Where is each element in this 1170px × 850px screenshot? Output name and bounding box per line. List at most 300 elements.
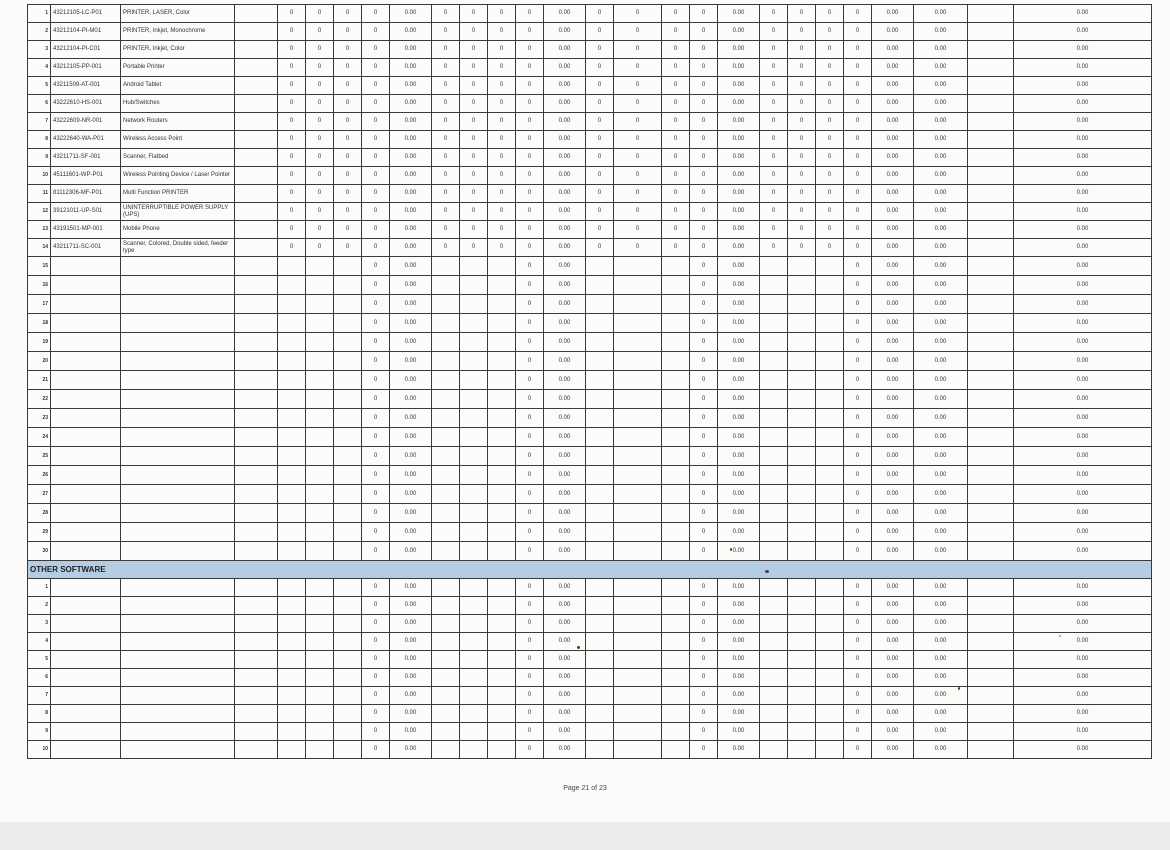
value-cell (586, 651, 614, 669)
value-cell: 0.00 (914, 314, 968, 333)
blank-cell (235, 185, 278, 203)
value-cell: 0 (586, 77, 614, 95)
value-cell (662, 687, 690, 705)
value-cell: 0.00 (390, 185, 432, 203)
row-number-cell: 4 (28, 59, 51, 77)
value-cell: 0 (460, 77, 488, 95)
value-cell (334, 314, 362, 333)
value-cell (235, 371, 278, 390)
value-cell (788, 485, 816, 504)
value-cell (306, 428, 334, 447)
value-cell: 0 (432, 131, 460, 149)
value-cell (968, 95, 1014, 113)
value-cell (614, 295, 662, 314)
value-cell: 0 (844, 23, 872, 41)
value-cell: 0 (844, 167, 872, 185)
value-cell: 0 (516, 352, 544, 371)
section-row (28, 561, 1152, 579)
value-cell: 0.00 (544, 352, 586, 371)
value-cell: 0.00 (390, 485, 432, 504)
value-cell: 0.00 (872, 633, 914, 651)
item-code-cell: 43191501-MP-001 (51, 221, 121, 239)
value-cell (968, 59, 1014, 77)
value-cell (968, 409, 1014, 428)
value-cell: 0.00 (544, 5, 586, 23)
value-cell: 0.00 (1014, 95, 1152, 113)
table-row (28, 314, 1152, 333)
value-cell: 0.00 (390, 5, 432, 23)
value-cell: 0.00 (390, 276, 432, 295)
value-cell: 0 (362, 221, 390, 239)
value-cell (306, 705, 334, 723)
blank-cell (235, 131, 278, 149)
value-cell: 0 (816, 59, 844, 77)
value-cell (586, 314, 614, 333)
value-cell (334, 669, 362, 687)
value-cell: 0 (690, 485, 718, 504)
value-cell (235, 633, 278, 651)
value-cell (306, 447, 334, 466)
value-cell: 0.00 (1014, 705, 1152, 723)
value-cell (488, 428, 516, 447)
item-description-cell: Multi Function PRINTER (121, 185, 235, 203)
value-cell: 0.00 (718, 333, 760, 352)
value-cell: 0 (460, 239, 488, 257)
scan-margin (0, 822, 1170, 850)
value-cell: 0.00 (914, 23, 968, 41)
value-cell: 0.00 (872, 352, 914, 371)
value-cell: 0.00 (718, 167, 760, 185)
value-cell (968, 167, 1014, 185)
value-cell: 0.00 (1014, 466, 1152, 485)
value-cell: 0.00 (1014, 41, 1152, 59)
value-cell: 0 (488, 131, 516, 149)
value-cell: 0.00 (1014, 447, 1152, 466)
value-cell (488, 466, 516, 485)
value-cell (816, 579, 844, 597)
value-cell: 0.00 (390, 390, 432, 409)
value-cell: 0 (362, 466, 390, 485)
value-cell (460, 333, 488, 352)
value-cell: 0 (432, 113, 460, 131)
value-cell (816, 276, 844, 295)
value-cell: 0.00 (718, 185, 760, 203)
value-cell: 0.00 (544, 447, 586, 466)
value-cell (760, 705, 788, 723)
value-cell: 0 (334, 203, 362, 221)
value-cell: 0 (278, 185, 306, 203)
value-cell (586, 615, 614, 633)
value-cell: 0 (690, 633, 718, 651)
value-cell: 0 (760, 95, 788, 113)
value-cell (816, 687, 844, 705)
value-cell (432, 523, 460, 542)
value-cell (614, 485, 662, 504)
item-description-cell (121, 705, 235, 723)
value-cell: 0.00 (544, 705, 586, 723)
value-cell (460, 669, 488, 687)
value-cell (968, 314, 1014, 333)
value-cell: 0.00 (872, 167, 914, 185)
value-cell: 0 (844, 447, 872, 466)
value-cell: 0 (816, 221, 844, 239)
value-cell: 0 (516, 409, 544, 428)
value-cell: 0.00 (390, 314, 432, 333)
value-cell (278, 352, 306, 371)
value-cell: 0.00 (1014, 669, 1152, 687)
value-cell (334, 579, 362, 597)
value-cell: 0 (586, 221, 614, 239)
value-cell: 0.00 (718, 352, 760, 371)
value-cell: 0 (362, 485, 390, 504)
value-cell: 0 (614, 149, 662, 167)
value-cell: 0 (690, 221, 718, 239)
value-cell: 0 (306, 95, 334, 113)
row-number-cell: 19 (28, 333, 51, 352)
value-cell (968, 41, 1014, 59)
value-cell: 0 (460, 185, 488, 203)
value-cell: 0.00 (718, 95, 760, 113)
value-cell (662, 428, 690, 447)
value-cell: 0.00 (390, 371, 432, 390)
item-code-cell (51, 466, 121, 485)
row-number-cell: 9 (28, 723, 51, 741)
value-cell (460, 615, 488, 633)
value-cell: 0.00 (872, 705, 914, 723)
value-cell (334, 352, 362, 371)
value-cell (586, 257, 614, 276)
value-cell: 0 (306, 23, 334, 41)
value-cell: 0 (516, 95, 544, 113)
value-cell: 0 (662, 95, 690, 113)
item-code-cell (51, 371, 121, 390)
table-row (28, 579, 1152, 597)
blank-cell (235, 221, 278, 239)
item-description-cell: PRINTER, Inkjet, Color (121, 41, 235, 59)
value-cell: 0.00 (1014, 428, 1152, 447)
value-cell: 0.00 (914, 149, 968, 167)
value-cell: 0 (516, 723, 544, 741)
table-row (28, 741, 1152, 759)
value-cell (460, 371, 488, 390)
value-cell: 0 (516, 167, 544, 185)
table-row (28, 41, 1152, 59)
value-cell (278, 633, 306, 651)
value-cell: 0.00 (718, 723, 760, 741)
value-cell: 0.00 (1014, 723, 1152, 741)
value-cell (788, 409, 816, 428)
value-cell (968, 185, 1014, 203)
value-cell: 0.00 (390, 295, 432, 314)
value-cell (278, 314, 306, 333)
item-code-cell (51, 597, 121, 615)
value-cell: 0.00 (1014, 542, 1152, 561)
value-cell: 0 (760, 203, 788, 221)
value-cell: 0.00 (718, 149, 760, 167)
row-number-cell: 6 (28, 669, 51, 687)
value-cell: 0 (362, 131, 390, 149)
value-cell (816, 485, 844, 504)
value-cell (968, 390, 1014, 409)
value-cell (788, 579, 816, 597)
value-cell (306, 295, 334, 314)
value-cell (614, 579, 662, 597)
value-cell (306, 409, 334, 428)
value-cell (968, 23, 1014, 41)
value-cell: 0 (278, 239, 306, 257)
value-cell: 0 (690, 314, 718, 333)
item-code-cell: 39121011-UP-S01 (51, 203, 121, 221)
value-cell (968, 669, 1014, 687)
value-cell (235, 504, 278, 523)
value-cell: 0 (844, 633, 872, 651)
value-cell (586, 633, 614, 651)
value-cell (306, 723, 334, 741)
table-body (28, 5, 1152, 759)
value-cell: 0 (488, 221, 516, 239)
value-cell (306, 615, 334, 633)
value-cell: 0.00 (390, 633, 432, 651)
value-cell: 0.00 (544, 41, 586, 59)
value-cell: 0 (432, 95, 460, 113)
value-cell: 0 (516, 579, 544, 597)
value-cell: 0 (844, 77, 872, 95)
value-cell: 0 (844, 59, 872, 77)
value-cell (788, 615, 816, 633)
value-cell (968, 131, 1014, 149)
value-cell: 0.00 (1014, 651, 1152, 669)
value-cell (460, 597, 488, 615)
value-cell (586, 352, 614, 371)
value-cell: 0.00 (914, 371, 968, 390)
value-cell: 0 (488, 23, 516, 41)
value-cell (235, 579, 278, 597)
value-cell (334, 723, 362, 741)
value-cell (614, 371, 662, 390)
value-cell: 0.00 (390, 504, 432, 523)
item-description-cell (121, 504, 235, 523)
value-cell: 0 (690, 131, 718, 149)
value-cell: 0.00 (544, 95, 586, 113)
value-cell: 0 (516, 59, 544, 77)
value-cell: 0.00 (544, 523, 586, 542)
item-code-cell (51, 333, 121, 352)
value-cell: 0 (844, 504, 872, 523)
row-number-cell: 9 (28, 149, 51, 167)
value-cell (968, 615, 1014, 633)
value-cell: 0 (816, 95, 844, 113)
row-number-cell: 24 (28, 428, 51, 447)
value-cell: 0 (690, 409, 718, 428)
value-cell (968, 333, 1014, 352)
item-code-cell: 43212104-PI-C01 (51, 41, 121, 59)
value-cell: 0.00 (914, 185, 968, 203)
value-cell: 0.00 (914, 466, 968, 485)
item-description-cell: Hub/Switches (121, 95, 235, 113)
value-cell: 0.00 (1014, 167, 1152, 185)
value-cell: 0 (516, 239, 544, 257)
value-cell (488, 523, 516, 542)
item-description-cell (121, 723, 235, 741)
value-cell: 0.00 (544, 741, 586, 759)
value-cell: 0 (306, 239, 334, 257)
value-cell: 0 (432, 59, 460, 77)
value-cell: 0.00 (872, 723, 914, 741)
value-cell: 0.00 (914, 239, 968, 257)
value-cell: 0.00 (914, 5, 968, 23)
item-description-cell (121, 333, 235, 352)
value-cell: 0 (760, 185, 788, 203)
value-cell: 0.00 (914, 390, 968, 409)
value-cell (235, 390, 278, 409)
value-cell (278, 447, 306, 466)
value-cell (334, 390, 362, 409)
item-code-cell: 43212105-LC-P01 (51, 5, 121, 23)
value-cell: 0 (844, 741, 872, 759)
value-cell (662, 276, 690, 295)
value-cell (488, 504, 516, 523)
value-cell (488, 295, 516, 314)
value-cell (586, 687, 614, 705)
value-cell: 0.00 (872, 149, 914, 167)
value-cell: 0.00 (872, 466, 914, 485)
value-cell: 0.00 (718, 131, 760, 149)
item-description-cell (121, 276, 235, 295)
value-cell: 0 (844, 390, 872, 409)
value-cell: 0.00 (544, 295, 586, 314)
value-cell: 0 (460, 59, 488, 77)
row-number-cell: 22 (28, 390, 51, 409)
value-cell: 0 (362, 23, 390, 41)
value-cell (586, 295, 614, 314)
value-cell: 0.00 (914, 651, 968, 669)
value-cell: 0.00 (1014, 59, 1152, 77)
value-cell: 0 (586, 167, 614, 185)
value-cell: 0.00 (544, 59, 586, 77)
value-cell (488, 705, 516, 723)
value-cell: 0.00 (718, 705, 760, 723)
value-cell: 0 (662, 239, 690, 257)
value-cell (460, 409, 488, 428)
value-cell: 0 (432, 203, 460, 221)
value-cell: 0 (488, 203, 516, 221)
value-cell: 0 (488, 167, 516, 185)
value-cell: 0 (460, 221, 488, 239)
value-cell: 0 (586, 149, 614, 167)
value-cell: 0.00 (718, 113, 760, 131)
value-cell: 0.00 (390, 447, 432, 466)
value-cell (816, 447, 844, 466)
value-cell: 0 (844, 428, 872, 447)
value-cell (788, 428, 816, 447)
value-cell: 0 (690, 542, 718, 561)
value-cell: 0.00 (390, 651, 432, 669)
table-row (28, 371, 1152, 390)
value-cell (488, 447, 516, 466)
value-cell (334, 542, 362, 561)
value-cell: 0 (586, 23, 614, 41)
value-cell: 0.00 (1014, 579, 1152, 597)
value-cell: 0.00 (914, 428, 968, 447)
value-cell (488, 542, 516, 561)
value-cell: 0.00 (544, 651, 586, 669)
value-cell (278, 651, 306, 669)
value-cell: 0 (516, 651, 544, 669)
value-cell: 0 (690, 77, 718, 95)
value-cell: 0 (362, 333, 390, 352)
table-row (28, 59, 1152, 77)
table-row (28, 257, 1152, 276)
value-cell (278, 542, 306, 561)
value-cell (278, 504, 306, 523)
value-cell: 0 (760, 41, 788, 59)
value-cell: 0 (516, 149, 544, 167)
value-cell: 0 (788, 95, 816, 113)
value-cell: 0 (614, 77, 662, 95)
value-cell (306, 333, 334, 352)
value-cell: 0 (760, 77, 788, 95)
value-cell: 0 (788, 23, 816, 41)
scan-speck (958, 687, 960, 690)
value-cell: 0.00 (390, 95, 432, 113)
value-cell: 0.00 (718, 59, 760, 77)
table-row (28, 95, 1152, 113)
value-cell: 0.00 (914, 741, 968, 759)
value-cell: 0.00 (718, 428, 760, 447)
value-cell (460, 314, 488, 333)
value-cell: 0.00 (390, 149, 432, 167)
value-cell (816, 466, 844, 485)
value-cell (235, 615, 278, 633)
table-row (28, 185, 1152, 203)
value-cell: 0.00 (544, 221, 586, 239)
value-cell (488, 741, 516, 759)
value-cell (278, 409, 306, 428)
value-cell (488, 723, 516, 741)
value-cell (306, 314, 334, 333)
value-cell: 0 (760, 59, 788, 77)
value-cell (968, 579, 1014, 597)
value-cell: 0 (460, 167, 488, 185)
value-cell (816, 542, 844, 561)
value-cell: 0.00 (544, 669, 586, 687)
value-cell: 0.00 (914, 113, 968, 131)
value-cell (614, 669, 662, 687)
value-cell: 0 (844, 651, 872, 669)
value-cell: 0 (586, 203, 614, 221)
value-cell: 0 (690, 257, 718, 276)
value-cell (760, 428, 788, 447)
value-cell: 0 (516, 633, 544, 651)
value-cell: 0 (516, 203, 544, 221)
value-cell (278, 669, 306, 687)
value-cell (614, 523, 662, 542)
value-cell: 0 (586, 131, 614, 149)
value-cell: 0 (690, 23, 718, 41)
value-cell: 0.00 (544, 466, 586, 485)
value-cell: 0 (844, 669, 872, 687)
value-cell: 0 (844, 371, 872, 390)
value-cell: 0 (788, 185, 816, 203)
item-description-cell (121, 314, 235, 333)
value-cell (235, 597, 278, 615)
value-cell: 0.00 (914, 276, 968, 295)
value-cell: 0 (690, 723, 718, 741)
value-cell (432, 542, 460, 561)
value-cell (614, 352, 662, 371)
value-cell (760, 669, 788, 687)
value-cell: 0 (516, 333, 544, 352)
